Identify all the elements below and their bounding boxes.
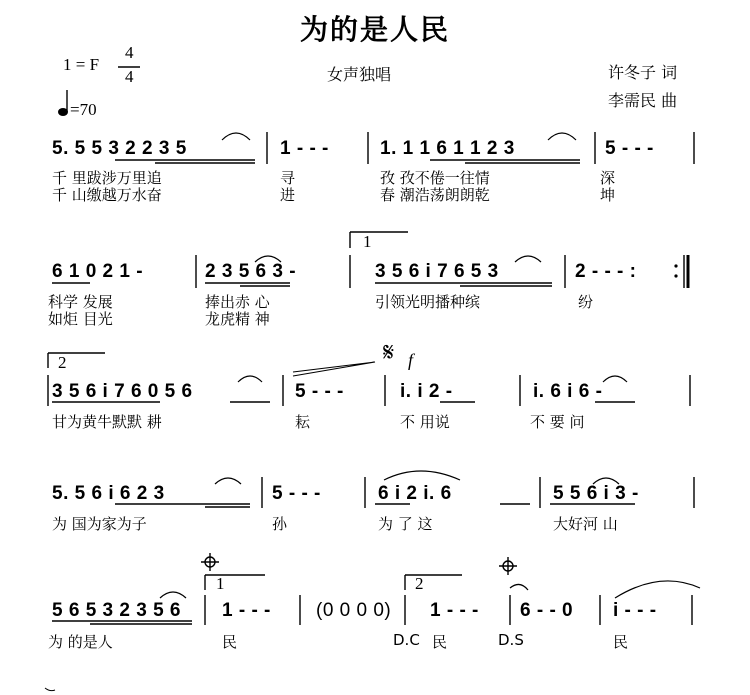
lyric-text: 龙虎精 神 xyxy=(205,310,270,328)
measure-notes: 2 3 5 6 3 - xyxy=(205,261,297,282)
lyric-text: 为 的是人 xyxy=(48,633,113,651)
measure-notes: 5. 5 5 3 2 2 3 5 xyxy=(52,138,187,159)
lyric-text: 寻 xyxy=(280,169,296,187)
tempo-marking: =70 xyxy=(70,100,97,119)
measure-notes: i - - - xyxy=(613,600,657,621)
measure-notes: 5 5 6 i 3 - xyxy=(553,483,639,504)
measure-notes: (0 0 0 0) xyxy=(316,600,392,621)
volta-1-label: 1 xyxy=(216,574,225,593)
lyric-text: 耘 xyxy=(295,413,311,431)
lyric-text: 大好河 山 xyxy=(553,515,618,533)
lyric-text: 捧出赤 心 xyxy=(205,293,270,311)
time-signature-top: 4 xyxy=(125,43,134,62)
lyricist-credit: 许冬子 词 xyxy=(608,63,678,82)
lyric-text: 千 山缴越万水奋 xyxy=(52,186,162,204)
measure-notes: i. i 2 - xyxy=(400,381,453,402)
measure-notes: i. 6 i 6 - xyxy=(533,381,603,402)
lyric-text: 如炬 目光 xyxy=(48,310,113,328)
lyric-text: 不 用说 xyxy=(400,413,450,431)
measure-notes: 5 - - - xyxy=(295,381,344,402)
measure-notes: 5 - - - xyxy=(272,483,321,504)
measure-notes: 1. 1 1 6 1 1 2 3 xyxy=(380,138,515,159)
composer-credit: 李需民 曲 xyxy=(608,91,678,110)
measure-notes: 3 5 6 i 7 6 0 5 6 xyxy=(52,381,193,402)
lyric-text: 民 xyxy=(613,633,629,651)
lyric-text: 千 里跋涉万里追 xyxy=(52,169,162,187)
time-signature-bottom: 4 xyxy=(125,67,134,86)
volta-2-label: 2 xyxy=(58,353,67,372)
lyric-text: 孙 xyxy=(272,515,288,533)
measure-notes: 6 i 2 i. 6 xyxy=(378,483,452,504)
measure-notes: 6 - - 0 xyxy=(520,600,574,621)
measure-notes: 5 - - - xyxy=(605,138,654,159)
lyric-text: D.C xyxy=(393,631,420,649)
lyric-text: 进 xyxy=(280,186,296,204)
lyric-text: 坤 xyxy=(600,186,616,204)
lyric-text: 引领光明播种缤 xyxy=(375,293,481,311)
lyric-text: 科学 发展 xyxy=(48,293,113,311)
lyric-text: 不 要 问 xyxy=(530,413,585,431)
lyric-text: D.S xyxy=(498,631,524,649)
measure-notes: 6 1 0 2 1 - xyxy=(52,261,144,282)
coda-sign-icon xyxy=(499,557,517,575)
coda-sign-icon xyxy=(201,553,219,571)
measure-notes: 1 - - - xyxy=(222,600,271,621)
key-signature: 1 = F xyxy=(63,55,100,74)
lyric-text: 为 了 这 xyxy=(378,515,433,533)
performer-label: 女声独唱 xyxy=(327,65,392,84)
measure-notes: 5 6 5 3 2 3 5 6 xyxy=(52,600,181,621)
lyric-text: 民 xyxy=(432,633,448,651)
page-title: 为的是人民 xyxy=(299,13,450,46)
measure-notes: 1 - - - xyxy=(430,600,479,621)
lyric-text: 春 潮浩荡朗朗乾 xyxy=(380,186,490,204)
dynamic-marking: f xyxy=(408,350,414,370)
segno-icon: 𝄋 xyxy=(383,338,395,368)
volta-2-label: 2 xyxy=(415,574,424,593)
volta-1-label: 1 xyxy=(363,232,372,251)
lyric-text: 民 xyxy=(222,633,238,651)
lyric-text: 甘为黄牛默默 耕 xyxy=(52,413,162,431)
measure-notes: 5. 5 6 i 6 2 3 xyxy=(52,483,165,504)
lyric-text: 为 国为家为子 xyxy=(52,515,147,533)
measure-notes: 1 - - - xyxy=(280,138,329,159)
measure-notes: 2 - - - : xyxy=(575,261,637,282)
lyric-text: 纷 xyxy=(578,293,594,311)
lyric-text: 深 xyxy=(600,169,616,187)
lyric-text: 孜 孜不倦一往情 xyxy=(380,169,490,187)
measure-notes: 3 5 6 i 7 6 5 3 xyxy=(375,261,499,282)
